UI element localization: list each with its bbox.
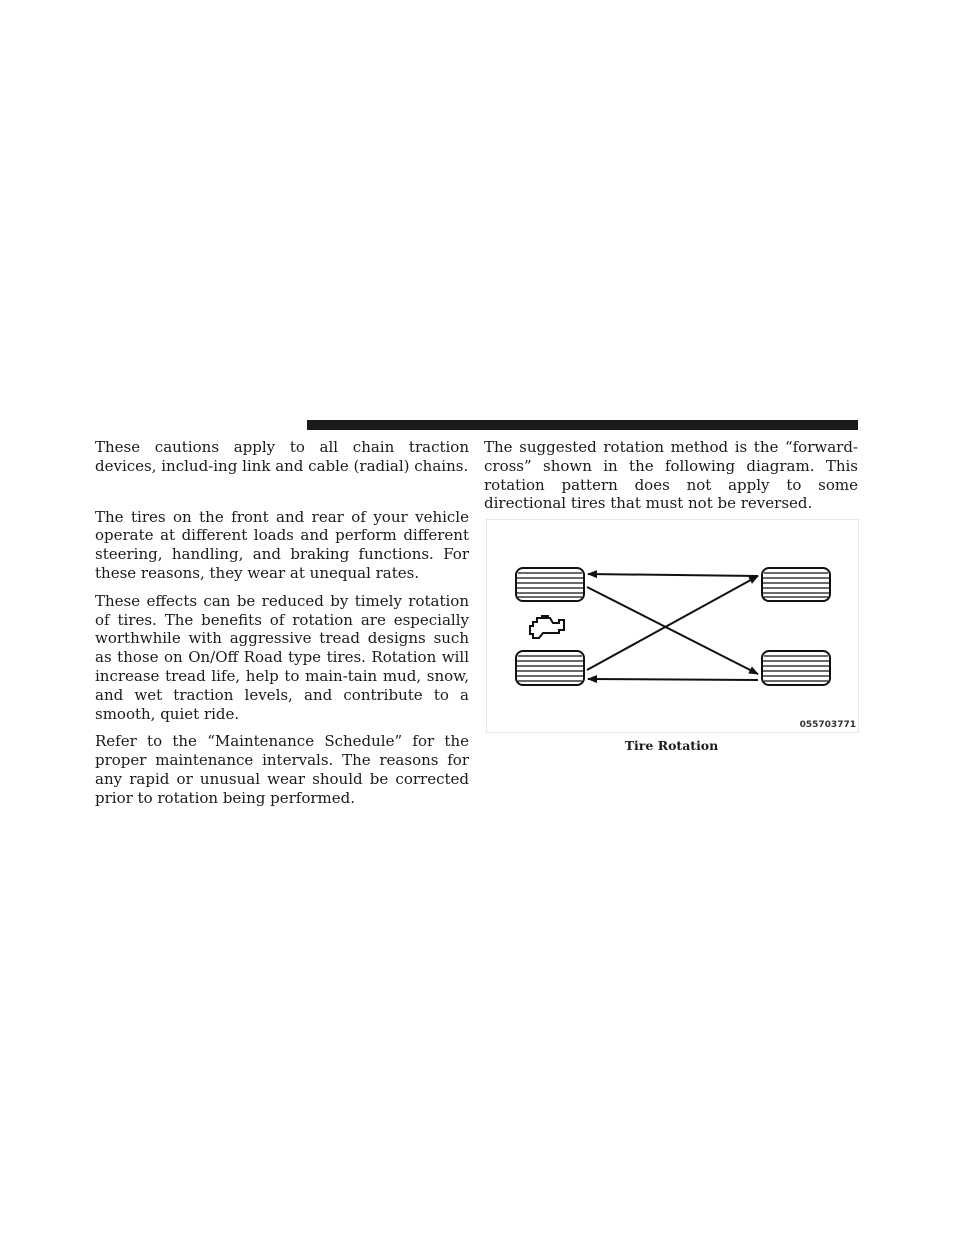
arrow-icon [587,574,758,680]
tire-icon [516,651,584,685]
tire-rotation-diagram [486,519,859,733]
tire-icon [516,568,584,601]
section-header-bar [307,420,858,430]
paragraph-rotation-method: The suggested rotation method is the “forward-cross” shown in the following diagram. This rotation pattern does not apply to some directional tires that must not be reversed. [484,438,858,513]
engine-icon [530,616,564,638]
paragraph-rotation-benefits: These effects can be reduced by timely rotation of tires. The benefits of rotation are especially worthwhile with aggressive tread designs such as those on On/Off Road type tires. Rotation will increase tread life, help to main-tain mud, snow, and wet traction levels, and contribute to a smooth, quiet ride. [95,591,469,723]
tire-rotation-svg [487,520,858,732]
figure-caption: Tire Rotation [624,738,719,753]
paragraph-maintenance-schedule: Refer to the “Maintenance Schedule” for the proper maintenance intervals. The reasons for any rapid or unusual wear should be corrected prior to rotation being performed. [95,732,469,807]
figure-code: 055703771 [799,720,856,730]
right-column [484,438,858,513]
paragraph-chain-cautions: These cautions apply to all chain traction devices, includ-ing link and cable (radial) chains. [95,438,469,475]
tire-icon [762,568,830,601]
paragraph-tire-wear: The tires on the front and rear of your vehicle operate at different loads and perform different steering, handling, and braking functions. For these reasons, they wear at unequal rates. [95,507,469,582]
left-column [95,438,469,808]
tire-icon [762,651,830,685]
